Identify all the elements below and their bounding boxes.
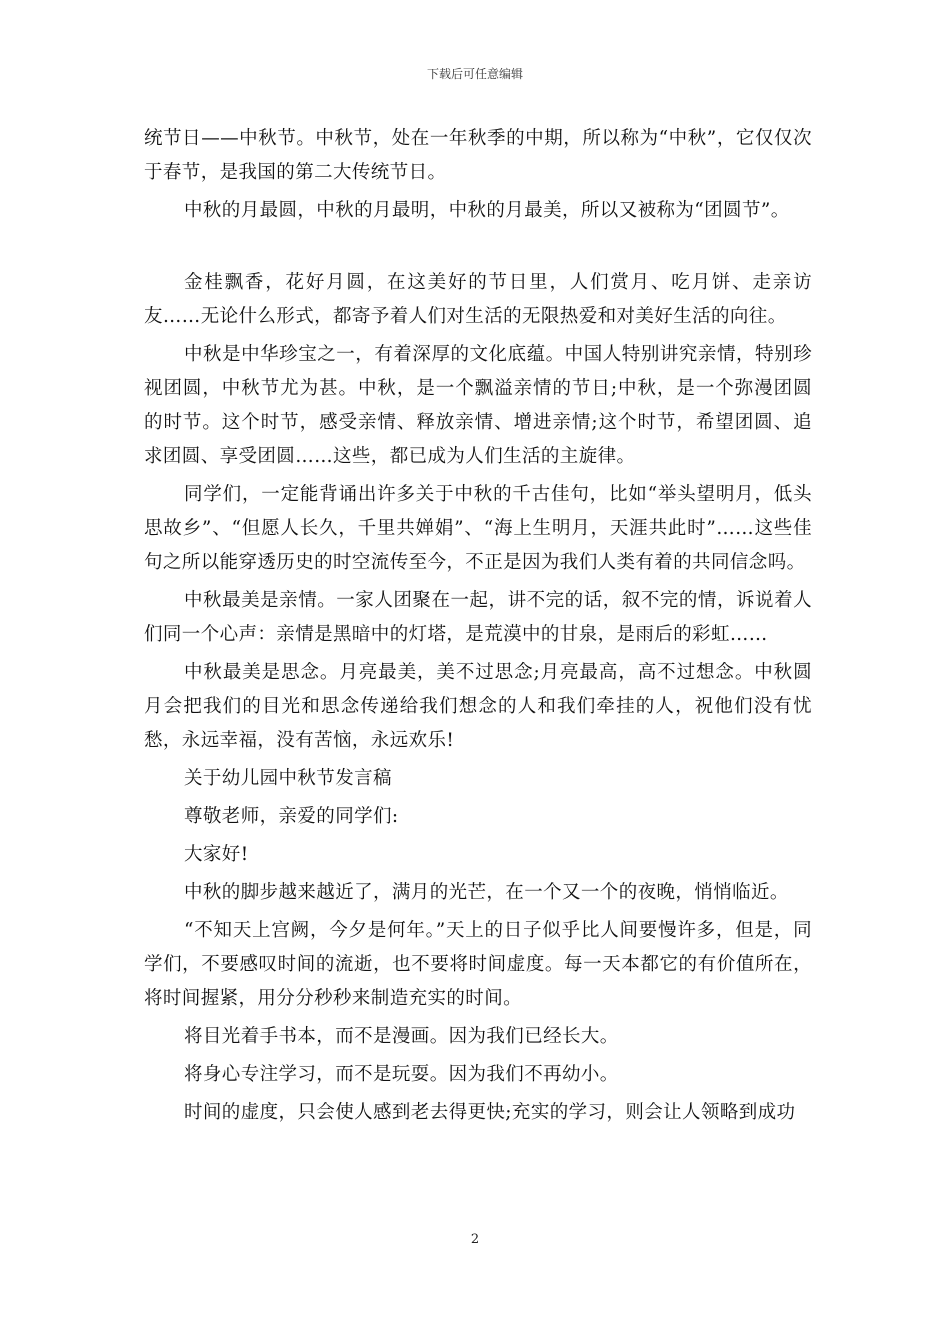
page-header: 下载后可任意编辑 bbox=[426, 67, 523, 81]
paragraph: 将身心专注学习，而不是玩耍。因为我们不再幼小。 bbox=[184, 1064, 619, 1085]
paragraph: 中秋最美是亲情。一家人团聚在一起，讲不完的话，叙不完的情，诉说着人们同一个心声：亲情是黑暗中的灯塔，是荒漠中的甘泉，是雨后的彩虹…… bbox=[144, 590, 812, 645]
paragraph: “不知天上宫阙，今夕是何年。”天上的日子似乎比人间要慢许多，但是，同学们，不要感叹时间的流逝，也不要将时间虚度。每一天本都它的有价值所在，将时间握紧，用分分秒秒来制造充实的时间。 bbox=[144, 920, 812, 1009]
section-title: 关于幼儿园中秋节发言稿 bbox=[184, 768, 392, 789]
page-number: 2 bbox=[470, 1232, 480, 1247]
paragraph: 中秋是中华珍宝之一，有着深厚的文化底蕴。中国人特别讲究亲情，特别珍视团圆，中秋节尤为甚。中秋，是一个飘溢亲情的节日;中秋，是一个弥漫团圆的时节。这个时节，感受亲情、释放亲情、增进亲情;这个时节，希望团圆、追求团圆、享受团圆……这些，都已成为人们生活的主旋律。 bbox=[144, 344, 812, 467]
paragraph: 将目光着手书本，而不是漫画。因为我们已经长大。 bbox=[184, 1026, 619, 1047]
paragraph: 中秋的月最圆，中秋的月最明，中秋的月最美，所以又被称为“团圆节”。 bbox=[184, 200, 790, 221]
salutation: 尊敬老师，亲爱的同学们: bbox=[184, 806, 399, 827]
document-body bbox=[144, 122, 812, 1134]
greeting: 大家好! bbox=[184, 844, 249, 865]
paragraph: 时间的虚度，只会使人感到老去得更快;充实的学习，则会让人领略到成功 bbox=[184, 1102, 796, 1123]
paragraph: 统节日——中秋节。中秋节，处在一年秋季的中期，所以称为“中秋”，它仅仅次于春节，是我国的第二大传统节日。 bbox=[144, 128, 812, 183]
paragraph: 中秋的脚步越来越近了，满月的光芒，在一个又一个的夜晚，悄悄临近。 bbox=[184, 882, 789, 903]
paragraph: 中秋最美是思念。月亮最美，美不过思念;月亮最高，高不过想念。中秋圆月会把我们的目光和思念传递给我们想念的人和我们牵挂的人，祝他们没有忧愁，永远幸福，没有苦恼，永远欢乐! bbox=[144, 662, 812, 751]
paragraph: 同学们，一定能背诵出许多关于中秋的千古佳句，比如“举头望明月，低头思故乡”、“但愿人长久，千里共婵娟”、“海上生明月，天涯共此时”……这些佳句之所以能穿透历史的时空流传至今，不正是因为我们人类有着的共同信念吗。 bbox=[144, 484, 812, 573]
paragraph: 金桂飘香，花好月圆，在这美好的节日里，人们赏月、吃月饼、走亲访友……无论什么形式，都寄予着人们对生活的无限热爱和对美好生活的向往。 bbox=[144, 272, 812, 327]
